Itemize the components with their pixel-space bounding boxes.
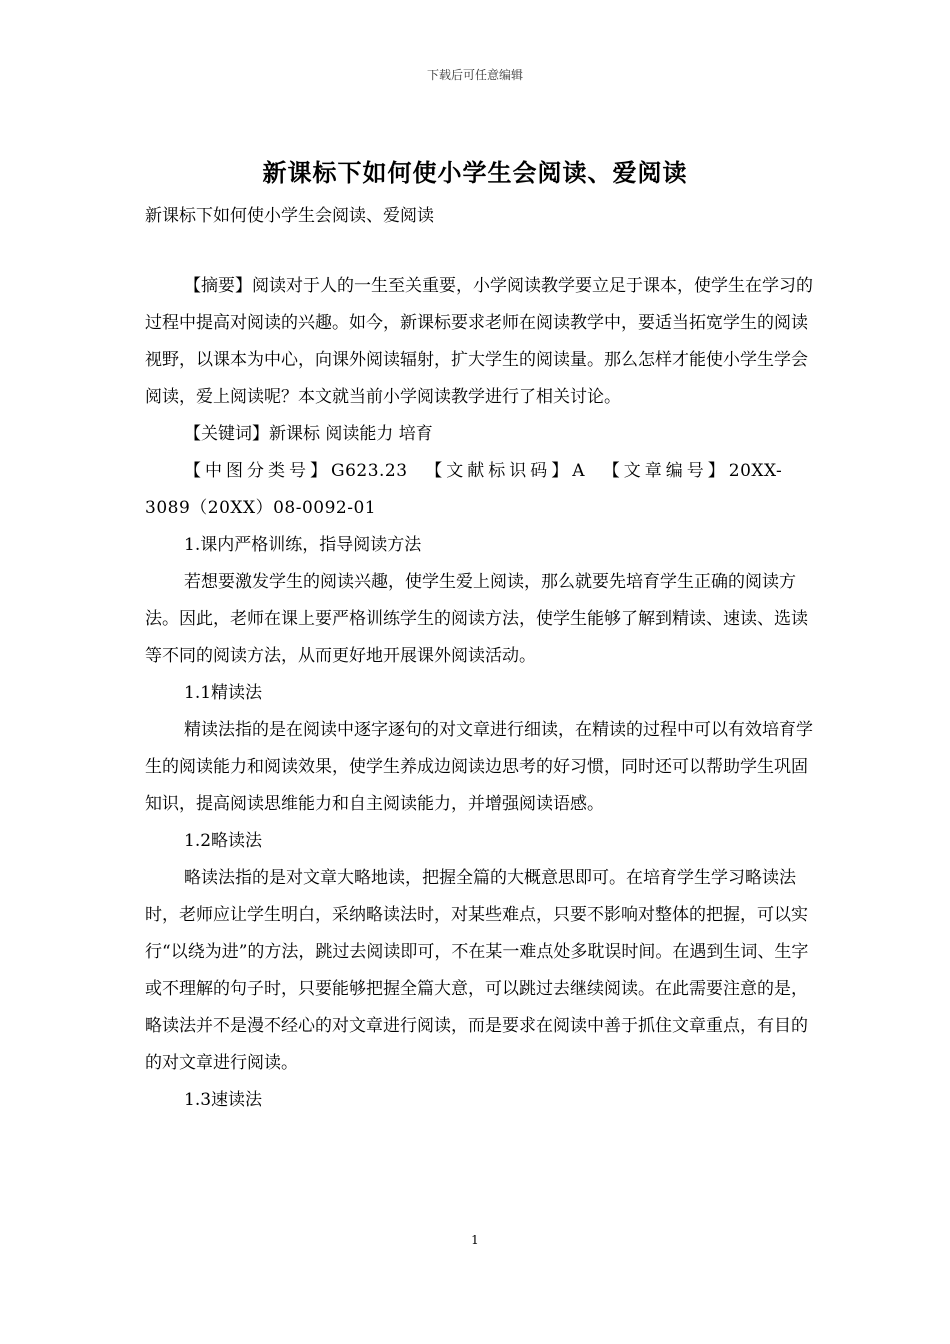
section-paragraph-1: 若想要激发学生的阅读兴趣，使学生爱上阅读，那么就要先培育学生正确的阅读方法。因此，老师在课上要严格训练学生的阅读方法，使学生能够了解到精读、速读、选读等不同的阅读方法，从而更好地开展课外阅读活动。 [145,572,808,666]
section-heading-1: 1.课内严格训练，指导阅读方法 [184,535,422,555]
article-number-label: 【文章编号】 [602,461,729,481]
clc-label: 【中图分类号】 [184,461,331,481]
document-body [145,268,817,1119]
section-heading-1-1: 1.1精读法 [184,683,263,703]
document-title: 新课标下如何使小学生会阅读、爱阅读 [262,158,688,187]
section-paragraph-1-2: 略读法指的是对文章大略地读，把握全篇的大概意思即可。在培育学生学习略读法时，老师应让学生明白，采纳略读法时，对某些难点，只要不影响对整体的把握，可以实行“以绕为进”的方法，跳过去阅读即可，不在某一难点处多耽误时间。在遇到生词、生字或不理解的句子时，只要能够把握全篇大意，可以跳过去继续阅读。在此需要注意的是，略读法并不是漫不经心的对文章进行阅读，而是要求在阅读中善于抓住文章重点，有目的的对文章进行阅读。 [145,868,809,1073]
keywords-line: 【关键词】新课标 阅读能力 培育 [184,424,433,444]
section-heading-1-3: 1.3速读法 [184,1090,263,1110]
doc-code-value: A [572,461,586,481]
section-paragraph-1-1: 精读法指的是在阅读中逐字逐句的对文章进行细读，在精读的过程中可以有效培育学生的阅读能力和阅读效果，使学生养成边阅读边思考的好习惯，同时还可以帮助学生巩固知识，提高阅读思维能力和自主阅读能力，并增强阅读语感。 [145,720,813,814]
document-subtitle: 新课标下如何使小学生会阅读、爱阅读 [145,206,434,226]
section-heading-1-2: 1.2略读法 [184,831,263,851]
clc-value: G623.23 [331,461,408,481]
article-number-value: 20XX-3089（20XX）08-0092-01 [145,461,783,518]
abstract-paragraph: 【摘要】阅读对于人的一生至关重要，小学阅读教学要立足于课本，使学生在学习的过程中提高对阅读的兴趣。如今，新课标要求老师在阅读教学中，要适当拓宽学生的阅读视野，以课本为中心，向课外阅读辐射，扩大学生的阅读量。那么怎样才能使小学生学会阅读，爱上阅读呢？本文就当前小学阅读教学进行了相关讨论。 [145,276,813,407]
page-number: 1 [471,1233,479,1247]
doc-code-label: 【文献标识码】 [425,461,573,481]
header-note: 下载后可任意编辑 [426,68,523,82]
classification-line [145,453,817,527]
